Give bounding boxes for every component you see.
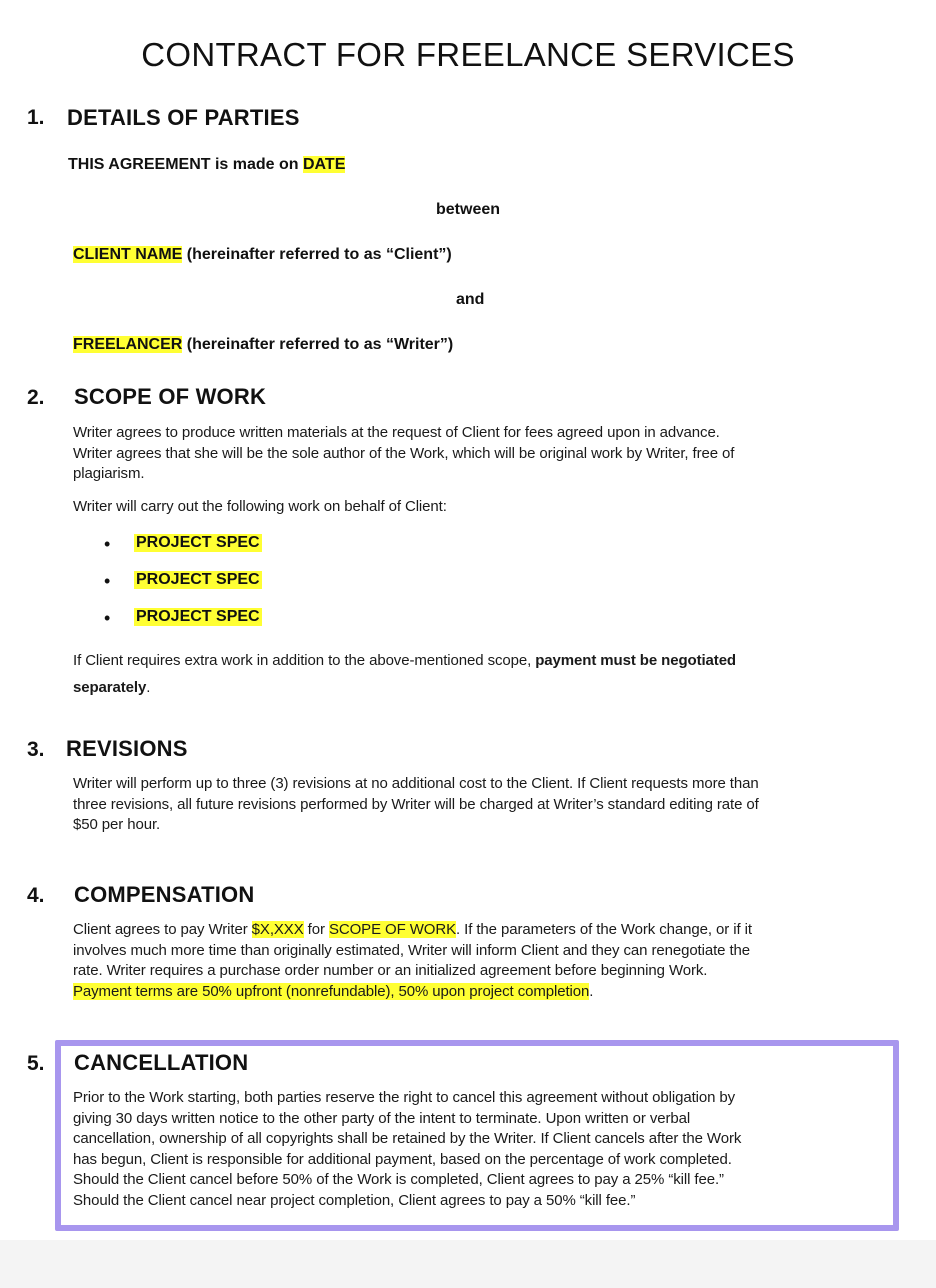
freelancer-placeholder: FREELANCER: [73, 336, 183, 353]
document-title: CONTRACT FOR FREELANCE SERVICES: [141, 36, 795, 73]
extra-work-paragraph: [73, 647, 853, 701]
page-bottom-margin: [0, 1240, 936, 1288]
amount-placeholder: $X,XXX: [251, 921, 304, 938]
cancellation-line-2: giving 30 days written notice to the other party of the intent to terminate. Upon written or verbal: [73, 1109, 691, 1127]
freelancer-line: [73, 336, 453, 354]
cancellation-line-6: Should the Client cancel near project completion, Client agrees to pay a 50% “kill fee.”: [73, 1191, 636, 1209]
payment-terms: Payment terms are 50% upfront (nonrefundable), 50% upon project completion: [73, 982, 590, 1000]
compensation-line-3: rate. Writer requires a purchase order number or an initialized agreement before beginning Work.: [73, 962, 708, 979]
revisions-paragraph: [73, 774, 873, 836]
payment-terms-end: .: [589, 982, 594, 1000]
compensation-line-2: involves much more time than originally estimated, Writer will inform Client and they can renegotiate the: [73, 941, 751, 959]
project-spec-1: PROJECT SPEC: [136, 534, 260, 551]
section-3-number: 3.: [27, 738, 45, 761]
client-line: [73, 246, 452, 264]
section-4-heading: COMPENSATION: [74, 882, 255, 907]
compensation-paragraph: [73, 920, 893, 1002]
project-spec-3: PROJECT SPEC: [136, 608, 260, 625]
payment-terms-line: [73, 982, 893, 1003]
extra-work-bold-1: payment must be negotiated: [535, 652, 736, 669]
scope-line-3: plagiarism.: [73, 465, 145, 482]
compensation-prefix: Client agrees to pay Writer: [73, 921, 252, 938]
scope-placeholder: SCOPE OF WORK: [328, 921, 456, 938]
cancellation-line-1: Prior to the Work starting, both parties reserve the right to cancel this agreement without obligation by: [73, 1089, 736, 1106]
bullet-dot: •: [104, 571, 111, 591]
freelancer-suffix: (hereinafter referred to as “Writer”): [182, 336, 454, 353]
cancellation-line-5: Should the Client cancel before 50% of the Work is completed, Client agrees to pay a 25% “kill fee.”: [73, 1171, 724, 1188]
scope-intro: Writer will carry out the following work on behalf of Client:: [73, 498, 447, 515]
compensation-suffix: . If the parameters of the Work change, or if it: [456, 921, 752, 938]
bullet-dot: •: [104, 608, 111, 628]
scope-line-1: Writer agrees to produce written materials at the request of Client for fees agreed upon in advance.: [73, 424, 720, 441]
compensation-line-1: [73, 920, 893, 941]
agreement-date-line: [68, 156, 345, 174]
section-3-heading: REVISIONS: [66, 736, 188, 761]
extra-work-bold-2: separately: [73, 679, 147, 696]
revisions-line-1: Writer will perform up to three (3) revisions at no additional cost to the Client. If Client requests more than: [73, 775, 759, 792]
compensation-mid: for: [303, 921, 329, 938]
agreement-prefix: THIS AGREEMENT is made on: [68, 156, 303, 173]
cancellation-line-4: has begun, Client is responsible for additional payment, based on the percentage of work completed.: [73, 1150, 732, 1168]
revisions-line-3: $50 per hour.: [73, 816, 161, 833]
section-2-heading: SCOPE OF WORK: [74, 384, 267, 409]
scope-paragraph: [73, 423, 873, 485]
client-suffix: (hereinafter referred to as “Client”): [182, 246, 452, 263]
cancellation-paragraph: [73, 1088, 873, 1211]
client-placeholder: CLIENT NAME: [73, 246, 183, 263]
extra-work-end: .: [146, 679, 151, 696]
bullet-dot: •: [104, 534, 111, 554]
section-5-number: 5.: [27, 1052, 45, 1075]
between-label: between: [436, 201, 501, 218]
revisions-line-2: three revisions, all future revisions performed by Writer will be charged at Writer’s standard editing rate of: [73, 795, 759, 813]
section-1-number: 1.: [27, 106, 45, 129]
and-label: and: [456, 291, 485, 308]
extra-work-prefix: If Client requires extra work in addition to the above-mentioned scope,: [73, 652, 536, 669]
section-4-number: 4.: [27, 884, 45, 907]
section-1-heading: DETAILS OF PARTIES: [67, 105, 300, 130]
section-2-number: 2.: [27, 386, 45, 409]
project-spec-2: PROJECT SPEC: [136, 571, 260, 588]
scope-line-2: Writer agrees that she will be the sole author of the Work, which will be original work by Writer, free of: [73, 444, 735, 462]
section-5-heading: CANCELLATION: [74, 1050, 249, 1075]
date-placeholder: DATE: [303, 156, 346, 173]
cancellation-line-3: cancellation, ownership of all copyrights shall be retained by the Writer. If Client cancels after the Work: [73, 1130, 742, 1147]
